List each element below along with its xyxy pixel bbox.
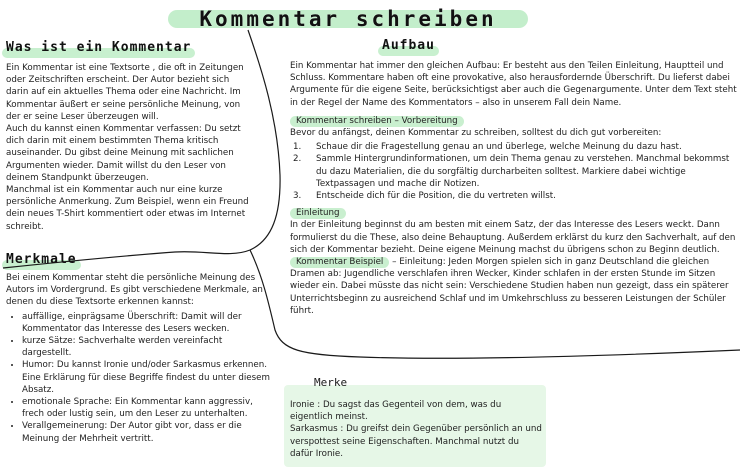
list-item: 3. Entscheide dich für die Position, die du vertreten willst.	[304, 190, 740, 202]
features-intro: Bei einem Kommentar steht die persönliche Meinung des Autors im Vordergrund. Es gibt verschiedene Merkmale, an denen du diese Textsorte erkennen kannst:	[6, 273, 263, 308]
preparation-intro: Bevor du anfängst, deinen Kommentar zu schreiben, solltest du dich gut vorbereiten:	[290, 128, 662, 139]
page-title: Kommentar schreiben	[199, 7, 497, 31]
list-item: • kurze Sätze: Sachverhalte werden vereinfacht dargestellt.	[22, 335, 272, 359]
preparation-steps	[290, 141, 740, 202]
features-text	[6, 272, 272, 445]
introduction-text: In der Einleitung beginnst du am besten mit einem Satz, der das Interesse des Lesers weckt. Dann formulierst du die These, also deine Behauptung. Außerdem erklärst du kurz den Sachverhalt, auf den sich der Kommentar bezieht. Deine eigene Meinung machst du übrigens schon zu Beginn deutlich.	[290, 220, 736, 255]
introduction-label: Einleitung	[290, 208, 346, 219]
structure-intro: Ein Kommentar hat immer den gleichen Aufbau: Er besteht aus den Teilen Einleitung, Hauptteil und Schluss. Kommentare haben oft eine provokative, also herausfordernde Überschrift. Du lieferst dabei Argumente für die eigene Seite, berücksichtigst aber auch die Gegenargumente. Unter dem Text steht in der Regel der Name des Kommentators – also in unserem Fall dein Name.	[290, 61, 737, 108]
list-item: • Verallgemeinerung: Der Autor gibt vor, dass er die Meinung der Mehrheit vertritt.	[22, 420, 272, 444]
features-list	[6, 311, 272, 445]
page-title-banner	[168, 4, 528, 34]
list-item: 1. Schaue dir die Fragestellung genau an und überlege, welche Meinung du dazu hast.	[304, 141, 740, 153]
definition-text	[6, 62, 250, 233]
section-heading-structure: Aufbau	[382, 38, 435, 53]
note-title: Merke	[314, 376, 348, 389]
list-item: • emotionale Sprache: Ein Kommentar kann aggressiv, frech oder lustig sein, um den Leser zu unterhalten.	[22, 396, 272, 420]
structure-text	[290, 60, 740, 317]
list-item: 2. Sammle Hintergrundinformationen, um dein Thema genau zu verstehen. Manchmal bekommst du dazu Materialien, die du sorgfältig durcharbeiten solltest. Markiere dabei wichtige Textpassagen und mache dir Notizen.	[304, 153, 740, 190]
definition-paragraph: Manchmal ist ein Kommentar auch nur eine kurze persönliche Anmerkung. Zum Beispiel, wenn ein Freund dein neues T-Shirt kommentiert oder etwas im Internet schreibt.	[6, 185, 249, 232]
definition-paragraph: Ein Kommentar ist eine Textsorte , die oft in Zeitungen oder Zeitschriften erscheint. Der Autor bezieht sich darin auf ein aktuelles Thema oder eine Nachricht. Im Kommentar äußert er seine persönliche Meinung, von der er seine Leser überzeugen will.	[6, 63, 244, 122]
note-sarkasmus: Sarkasmus : Du greifst dein Gegenüber persönlich an und verspottest seine Eigenschaften. Manchmal nutzt du dafür Ironie.	[290, 424, 542, 459]
list-item: • auffällige, einprägsame Überschrift: Damit will der Kommentator das Interesse des Lesers wecken.	[22, 311, 272, 335]
section-heading-definition: Was ist ein Kommentar	[6, 40, 191, 55]
example-label: Kommentar Beispiel	[290, 257, 389, 268]
note-text	[290, 399, 542, 460]
example-text: – Einleitung: Jeden Morgen spielen sich in ganz Deutschland die gleichen Dramen ab: Jugendliche verschlafen ihren Wecker, Kinder schlafen in der ersten Stunde im Sitzen wieder ein. Dabei müsste das nicht sein: Verschiedene Studien haben nun gezeigt, dass ein späterer Unterrichtsbeginn zu ausreichend Schlaf und im Umkehrschluss zu besseren Leistungen der Schüler führt.	[290, 257, 729, 316]
section-heading-features: Merkmale	[6, 252, 77, 267]
note-ironie: Ironie : Du sagst das Gegenteil von dem, was du eigentlich meinst.	[290, 400, 502, 423]
definition-paragraph: Auch du kannst einen Kommentar verfassen: Du setzt dich darin mit einem bestimmten Thema kritisch auseinander. Du gibst deine Meinung mit sachlichen Argumenten wieder. Damit willst du den Leser von deinem Standpunkt überzeugen.	[6, 124, 241, 183]
preparation-label: Kommentar schreiben – Vorbereitung	[290, 116, 464, 127]
list-item: • Humor: Du kannst Ironie und/oder Sarkasmus erkennen. Eine Erklärung für diese Begriffe findest du unter diesem Absatz.	[22, 359, 272, 396]
